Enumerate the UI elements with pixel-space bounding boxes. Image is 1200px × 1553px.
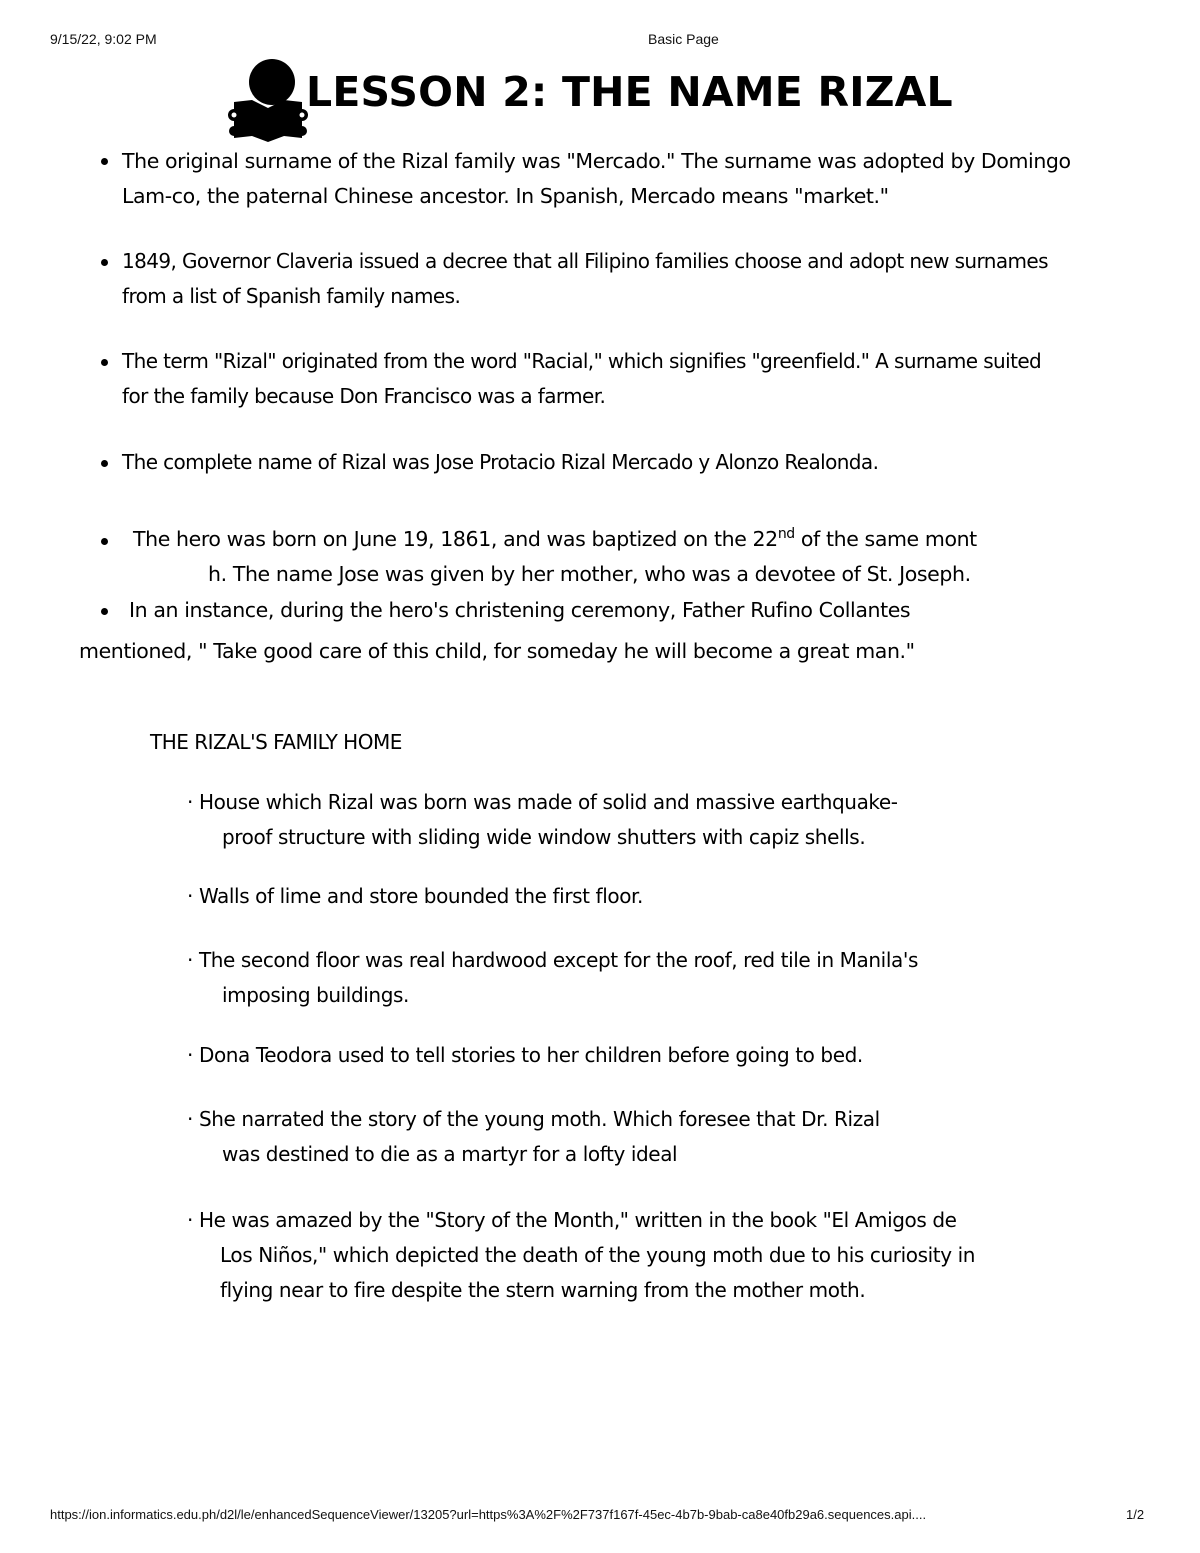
bullet-marker xyxy=(101,460,108,467)
reader-icon xyxy=(225,58,311,144)
home-item-5-line-2: was destined to die as a martyr for a lofty ideal xyxy=(222,1142,678,1166)
birth-ordinal-suffix: nd xyxy=(777,526,795,543)
bullet-marker xyxy=(101,359,108,366)
bullet-marker xyxy=(101,538,108,545)
christening-line-2: mentioned, " Take good care of this child, for someday he will become a great man." xyxy=(79,639,915,663)
print-url[interactable]: https://ion.informatics.edu.ph/d2l/le/enhancedSequenceViewer/13205?url=https%3A%2F%2F737f167f-45ec-4b7b-9bab-ca8e40fb29a6.sequences.api.... xyxy=(50,1507,927,1522)
birth-line-2: h. The name Jose was given by her mother, who was a devotee of St. Joseph. xyxy=(208,562,971,586)
home-item-1-line-2: proof structure with sliding wide window shutters with capiz shells. xyxy=(222,825,866,849)
bullet-marker xyxy=(101,259,108,266)
family-home-heading: THE RIZAL'S FAMILY HOME xyxy=(150,730,402,754)
home-item-6-line-3: flying near to fire despite the stern warning from the mother moth. xyxy=(220,1278,866,1302)
bullet-3-line-1: The term "Rizal" originated from the word "Racial," which signifies "greenfield." A surname suited xyxy=(122,349,1042,373)
home-item-3-line-2: imposing buildings. xyxy=(222,983,409,1007)
item-marker: · xyxy=(187,1107,193,1131)
bullet-marker xyxy=(101,608,108,615)
bullet-1-line-2: Lam-co, the paternal Chinese ancestor. In Spanish, Mercado means "market." xyxy=(122,184,889,208)
birth-text-b: of the same mont xyxy=(794,527,977,551)
list-item xyxy=(187,1102,880,1137)
item-marker: · xyxy=(187,884,193,908)
list-item xyxy=(187,1038,863,1073)
item-marker: · xyxy=(187,1043,193,1067)
print-datetime: 9/15/22, 9:02 PM xyxy=(50,31,157,47)
home-item-2-line-1: Walls of lime and store bounded the first floor. xyxy=(198,884,643,908)
bullet-2-line-2: from a list of Spanish family names. xyxy=(122,284,461,308)
bullet-marker xyxy=(101,158,108,165)
item-marker: · xyxy=(187,790,193,814)
christening-line-1: In an instance, during the hero's christening ceremony, Father Rufino Collantes xyxy=(129,598,911,622)
list-item xyxy=(187,943,918,978)
item-marker: · xyxy=(187,1208,193,1232)
birth-text-a: The hero was born on June 19, 1861, and was baptized on the 22 xyxy=(133,527,778,551)
list-item xyxy=(187,785,898,820)
birth-line-1 xyxy=(133,522,977,557)
home-item-3-line-1: The second floor was real hardwood except for the roof, red tile in Manila's xyxy=(198,948,918,972)
home-item-6-line-1: He was amazed by the "Story of the Month," written in the book "El Amigos de xyxy=(198,1208,957,1232)
home-item-1-line-1: House which Rizal was born was made of solid and massive earthquake- xyxy=(198,790,898,814)
print-page-title: Basic Page xyxy=(648,31,719,47)
bullet-2-line-1: 1849, Governor Claveria issued a decree that all Filipino families choose and adopt new surnames xyxy=(122,249,1048,273)
lesson-title: LESSON 2: THE NAME RIZAL xyxy=(306,68,953,116)
bullet-4-line-1: The complete name of Rizal was Jose Protacio Rizal Mercado y Alonzo Realonda. xyxy=(122,450,879,474)
bullet-1-line-1: The original surname of the Rizal family was "Mercado." The surname was adopted by Domingo xyxy=(122,149,1071,173)
bullet-3-line-2: for the family because Don Francisco was a farmer. xyxy=(122,384,606,408)
home-item-6-line-2: Los Niños," which depicted the death of the young moth due to his curiosity in xyxy=(220,1243,976,1267)
home-item-4-line-1: Dona Teodora used to tell stories to her children before going to bed. xyxy=(198,1043,863,1067)
item-marker: · xyxy=(187,948,193,972)
print-page-count: 1/2 xyxy=(1126,1507,1145,1522)
list-item xyxy=(187,1203,957,1238)
list-item xyxy=(187,879,643,914)
home-item-5-line-1: She narrated the story of the young moth. Which foresee that Dr. Rizal xyxy=(198,1107,880,1131)
